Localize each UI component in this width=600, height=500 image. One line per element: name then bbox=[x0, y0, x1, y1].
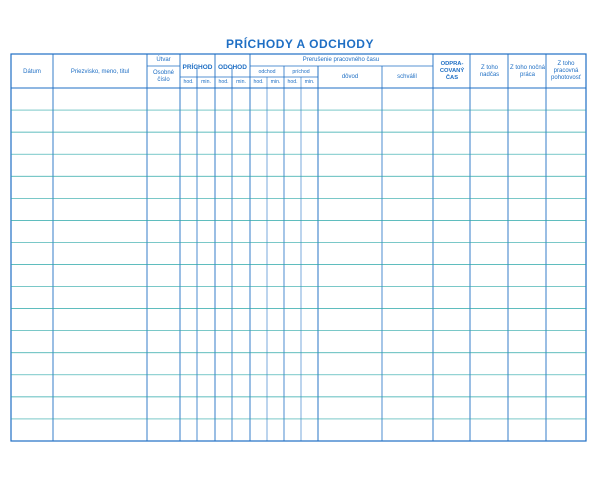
prichod-hod-label: hod. bbox=[183, 79, 194, 85]
header-prerusenie-prichod: príchod bbox=[292, 68, 310, 75]
odchod-min-label: min. bbox=[236, 79, 246, 85]
header-odpracovany-cas: ODPRA-COVANÝ ČAS bbox=[439, 61, 465, 81]
odchod-hod-label: hod. bbox=[218, 79, 229, 85]
header-nadcas: Z toho nadčas bbox=[479, 65, 500, 78]
header-utvar: Útvar bbox=[156, 57, 171, 63]
prerusenie-odchod-min-label: min. bbox=[270, 79, 281, 85]
form-title: PRÍCHODY A ODCHODY bbox=[226, 37, 374, 51]
header-odchod: ODCHOD bbox=[218, 63, 247, 71]
prerusenie-odchod-hod-label: hod. bbox=[253, 79, 264, 85]
header-prerusenie: Prerušenie pracovného času bbox=[302, 57, 380, 63]
form-border bbox=[11, 54, 586, 441]
header-datum: Dátum bbox=[23, 69, 41, 75]
prerusenie-prichod-hod-label: hod. bbox=[287, 79, 298, 85]
header-name: Priezvisko, meno, titul bbox=[70, 69, 130, 75]
header-nocna-praca: Z toho nočná práca bbox=[509, 65, 546, 78]
header-prerusenie-odchod: odchod bbox=[258, 68, 276, 75]
prerusenie-prichod-min-label: min. bbox=[304, 79, 315, 85]
header-prichod: PRÍCHOD bbox=[182, 63, 213, 71]
header-osobne-cislo: Osobné číslo bbox=[152, 70, 174, 83]
header-schvalil: schválil bbox=[397, 73, 417, 80]
prichod-min-label: min. bbox=[201, 79, 211, 85]
header-pracovna-pohotovost: Z toho pracovná pohotovosť bbox=[551, 61, 581, 81]
header-dovod: dôvod bbox=[341, 73, 359, 80]
